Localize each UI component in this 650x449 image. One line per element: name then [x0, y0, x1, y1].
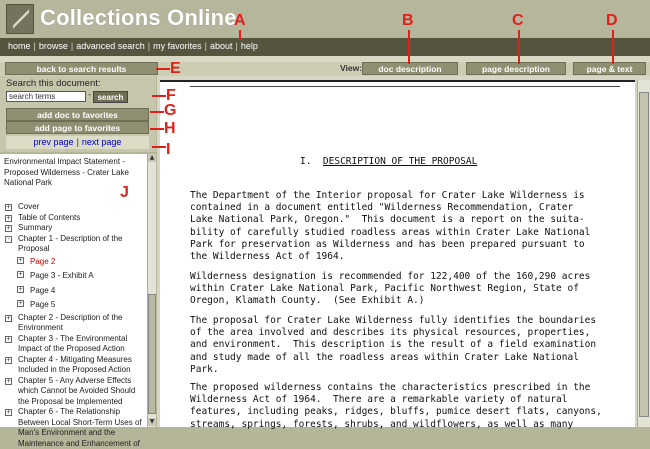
toc-item-label[interactable]: Summary	[18, 223, 53, 232]
document-title: Environmental Impact Statement - Proposed Wilderness - Crater Lake National Park	[4, 157, 129, 187]
callout-e-arrow	[156, 68, 170, 70]
page-top-rule	[190, 86, 620, 87]
scroll-up-icon[interactable]: ▲	[149, 154, 155, 161]
toc-chapter-item[interactable]	[4, 313, 146, 334]
nav-home[interactable]: home	[8, 41, 31, 51]
toc-item-label[interactable]: Page 4	[30, 285, 56, 295]
expand-icon[interactable]: +	[6, 356, 11, 364]
expand-icon[interactable]: +	[18, 271, 23, 278]
back-to-search-results-button[interactable]: back to search results	[5, 62, 158, 75]
toc-item-label[interactable]: Page 5	[30, 300, 56, 309]
table-of-contents	[4, 202, 146, 449]
expand-icon[interactable]: +	[6, 214, 11, 222]
callout-h: H	[164, 120, 176, 137]
callout-e: E	[170, 60, 181, 77]
toc-scroll-thumb[interactable]	[148, 294, 156, 414]
toc-scrollbar[interactable]	[147, 154, 156, 427]
toc-chapter-item[interactable]	[4, 234, 146, 255]
callout-j: J	[120, 184, 129, 201]
callout-i-arrow	[152, 146, 166, 148]
heading-title: DESCRIPTION OF THE PROPOSAL	[322, 156, 478, 167]
left-panel-controls	[0, 76, 156, 152]
search-button[interactable]: search	[93, 91, 128, 103]
section-heading	[300, 156, 477, 167]
toc-item-label[interactable]: Chapter 5 - Any Adverse Effects which Cannot be Avoided Should the Proposal be Implemented	[18, 375, 136, 406]
toc-page-item[interactable]	[16, 255, 146, 270]
nav-links: home | browse | advanced search | my favorites | about | help	[8, 41, 258, 51]
view-label: View:	[340, 63, 363, 73]
toc-item-label[interactable]: Cover	[18, 202, 40, 211]
prev-page-link[interactable]: prev page	[33, 137, 74, 147]
scroll-down-icon[interactable]: ▼	[149, 418, 155, 425]
toc-item-label[interactable]: Page 2	[30, 256, 56, 266]
add-doc-to-favorites-button[interactable]: add doc to favorites	[6, 108, 149, 121]
expand-icon[interactable]: +	[6, 204, 11, 211]
callout-d: D	[606, 12, 618, 29]
callout-g: G	[164, 102, 177, 119]
toc-item-label[interactable]: Chapter 6 - The Relationship Between Local Short-Term Uses of Man's Environment and the Maintenance and Enhancement of	[18, 407, 142, 448]
callout-h-arrow	[150, 128, 164, 130]
nav-advanced-search[interactable]: advanced search	[76, 41, 145, 51]
callout-d-arrow	[612, 30, 614, 64]
page-and-text-button[interactable]: page & text	[573, 62, 646, 75]
expand-icon[interactable]: +	[6, 314, 11, 322]
toc-chapter-item[interactable]	[4, 407, 146, 449]
search-input[interactable]: search terms	[6, 91, 86, 102]
expand-icon[interactable]: +	[18, 300, 23, 307]
toc-page-item[interactable]	[16, 298, 146, 313]
toc-item-label[interactable]: Chapter 3 - The Environmental Impact of the Proposed Action	[18, 333, 128, 353]
page-description-button[interactable]: page description	[466, 62, 566, 75]
callout-b-arrow	[408, 30, 410, 64]
toolbar	[0, 62, 650, 76]
document-scroll-thumb[interactable]	[639, 92, 649, 417]
add-page-to-favorites-button[interactable]: add page to favorites	[6, 121, 149, 134]
document-page	[160, 80, 635, 430]
callout-i: I	[166, 141, 171, 158]
toc-item-label[interactable]: Chapter 2 - Description of the Environment	[18, 312, 123, 332]
toc-page-item[interactable]	[16, 269, 146, 284]
nav-bar	[0, 38, 650, 56]
callout-a-arrow	[239, 30, 241, 40]
collapse-icon[interactable]: -	[5, 236, 12, 243]
paragraph-3: The proposal for Crater Lake Wilderness fully identifies the boundaries of the area involved and describes its physical resources, properties, and environment. This description is the result of a field examination and study made of all the roadless areas within Crater Lake National Park.	[190, 315, 597, 375]
toc-chapter-item[interactable]	[4, 213, 146, 224]
document-scrollbar[interactable]	[637, 80, 650, 427]
toc-item-label[interactable]: Table of Contents	[18, 212, 81, 222]
expand-icon[interactable]: +	[6, 409, 11, 416]
expand-icon[interactable]: +	[6, 377, 11, 385]
heading-number: I.	[300, 156, 312, 167]
toc-chapter-item[interactable]	[4, 355, 146, 376]
expand-icon[interactable]: +	[18, 285, 23, 293]
toc-chapter-item[interactable]	[4, 202, 146, 213]
callout-c: C	[512, 12, 524, 29]
callout-f: F	[166, 87, 176, 104]
callout-g-arrow	[150, 111, 164, 113]
toc-chapter-item[interactable]	[4, 223, 146, 234]
nav-my-favorites[interactable]: my favorites	[153, 41, 202, 51]
toc-chapter-item[interactable]	[4, 376, 146, 408]
logo-icon[interactable]	[6, 4, 34, 34]
paragraph-2: Wilderness designation is recommended for 122,400 of the 160,290 acres within Crater Lake National Park, Pacific Northwest Region, State of Oregon, Klamath County. (See Exhibit A.)	[190, 271, 591, 307]
nav-help[interactable]: help	[240, 41, 258, 51]
expand-icon[interactable]: +	[18, 256, 23, 264]
callout-f-arrow	[152, 95, 166, 97]
toc-item-label[interactable]: Page 3 - Exhibit A	[30, 271, 94, 280]
callout-a: A	[234, 12, 246, 29]
pager-separator: |	[76, 137, 79, 147]
callout-c-arrow	[518, 30, 520, 64]
toc-chapter-item[interactable]	[4, 334, 146, 355]
doc-description-button[interactable]: doc description	[362, 62, 458, 75]
site-title[interactable]: Collections Online	[40, 5, 237, 30]
page-pager	[6, 136, 149, 149]
toc-item-label[interactable]: Chapter 1 - Description of the Proposal	[18, 233, 123, 253]
nav-about[interactable]: about	[209, 41, 233, 51]
paragraph-4: The proposed wilderness contains the characteristics prescribed in the Wilderness Act of 1964. There are a remarkable variety of natural features, including peaks, ridges, bluffs, pumice desert flats, canyons, streams, springs, forests, shrubs, and wildflowers, as well as many	[190, 382, 602, 430]
site-header	[0, 0, 650, 38]
paragraph-1: The Department of the Interior proposal for Crater Lake Wilderness is contained in a document entitled "Wilderness Recommendation, Crater Lake National Park, Oregon." This document is a report on the suita- bility of carefully studied roadless areas within Crater Lake National Park for preservation as Wilderness and has been prepared pursuant to the Wilderness Act of 1964.	[190, 190, 591, 263]
callout-b: B	[402, 12, 414, 29]
next-page-link[interactable]: next page	[81, 137, 122, 147]
search-document-label: Search this document:	[6, 78, 101, 89]
expand-icon[interactable]: +	[6, 335, 11, 343]
expand-icon[interactable]: +	[6, 225, 11, 232]
nav-browse[interactable]: browse	[38, 41, 68, 51]
toc-page-item[interactable]	[16, 284, 146, 299]
search-arrow-icon: -	[88, 90, 92, 100]
toc-item-label[interactable]: Chapter 4 - Mitigating Measures Included in the Proposed Action	[18, 354, 132, 374]
